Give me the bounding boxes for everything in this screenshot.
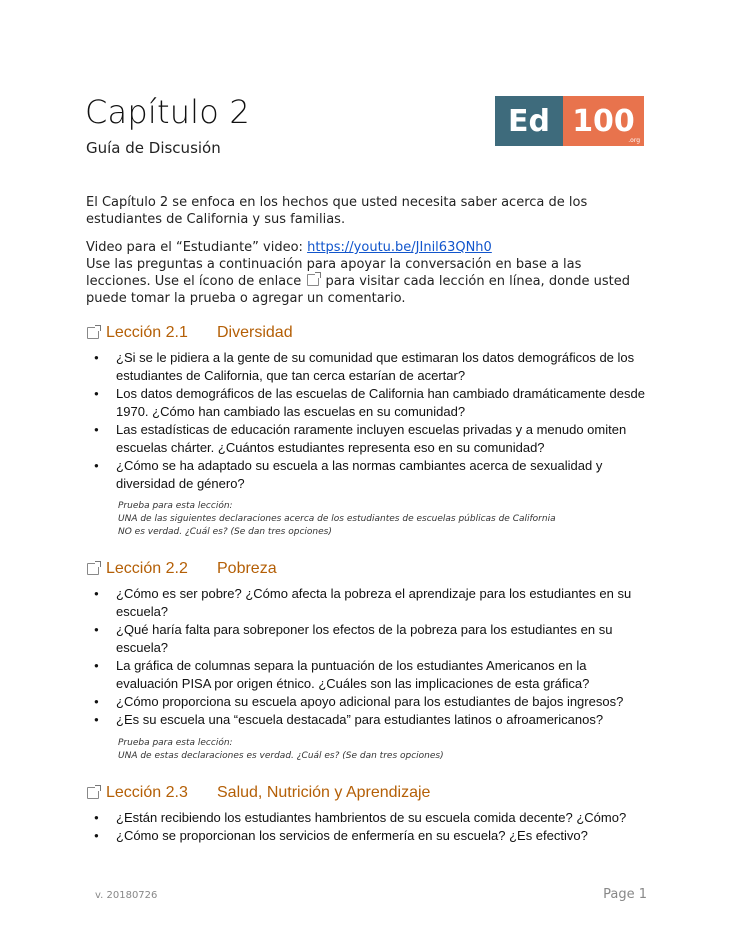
list-item: ● ¿Cómo es ser pobre? ¿Cómo afecta la pobreza el aprendizaje para los estudiantes en su escuela? xyxy=(92,585,652,621)
logo-suffix: .org xyxy=(628,137,640,144)
quiz-text: NO es verdad. ¿Cuál es? (Se dan tres opciones) xyxy=(118,527,332,537)
lesson-title: Salud, Nutrición y Aprendizaje xyxy=(217,784,431,801)
logo-left: Ed xyxy=(495,96,563,146)
quiz-label: Prueba para esta lección: xyxy=(118,738,233,748)
lesson-title: Pobreza xyxy=(217,560,277,577)
list-item: ● ¿Si se le pidiera a la gente de su comunidad que estimaran los datos demográficos de los estudiantes de California, que tan cerca estarían de acertar? xyxy=(92,349,652,385)
list-item: ● ¿Cómo se proporcionan los servicios de enfermería en su escuela? ¿Es efectivo? xyxy=(92,827,652,845)
list-item: ● ¿Qué haría falta para sobreponer los efectos de la pobreza para los estudiantes en su escuela? xyxy=(92,621,652,657)
intro-paragraph: El Capítulo 2 se enfoca en los hechos que usted necesita saber acerca de los estudiantes de California y sus familias. xyxy=(86,195,588,227)
lesson-number: Lección 2.1 xyxy=(106,324,188,341)
lesson-heading-2-2 xyxy=(86,560,277,578)
lesson-2-3-questions xyxy=(92,809,652,845)
quiz-note-2-2 xyxy=(118,737,444,763)
lesson-title: Diversidad xyxy=(217,324,293,341)
list-item: ● ¿Están recibiendo los estudiantes hambrientos de su escuela comida decente? ¿Cómo? xyxy=(92,809,652,827)
instructions-text-b: para visitar cada lección en línea, donde usted puede tomar la prueba o agregar un comentario. xyxy=(86,274,631,306)
page-number: Page 1 xyxy=(603,887,647,902)
logo-number: 100 xyxy=(572,103,635,139)
page-subtitle: Guía de Discusión xyxy=(86,139,221,157)
lesson-2-2-questions xyxy=(92,585,652,729)
list-item: ● Las estadísticas de educación raramente incluyen escuelas privadas y a menudo omiten escuelas chárter. ¿Cuántos estudiantes representa eso en su comunidad? xyxy=(92,421,652,457)
lesson-heading-2-3 xyxy=(86,784,430,802)
ed100-logo xyxy=(495,96,644,146)
instructions-block xyxy=(86,239,646,307)
lesson-2-1-questions xyxy=(92,349,652,493)
list-item: ● ¿Cómo proporciona su escuela apoyo adicional para los estudiantes de bajos ingresos? xyxy=(92,693,652,711)
version-label: v. 20180726 xyxy=(95,890,158,901)
video-label: Video para el “Estudiante” video: xyxy=(86,240,308,255)
quiz-text: UNA de las siguientes declaraciones acerca de los estudiantes de escuelas públicas de California xyxy=(118,514,556,524)
page-title: Capítulo 2 xyxy=(85,93,250,131)
list-item: ● La gráfica de columnas separa la puntuación de los estudiantes Americanos en la evaluación PISA por origen étnico. ¿Cuáles son las implicaciones de esta gráfica? xyxy=(92,657,652,693)
instructions-text-a: Use las preguntas a continuación para apoyar la conversación en base a las lecciones. Use el ícono de enlace xyxy=(86,257,582,289)
logo-right xyxy=(563,96,644,146)
quiz-text: UNA de estas declaraciones es verdad. ¿Cuál es? (Se dan tres opciones) xyxy=(118,751,444,761)
external-link-icon[interactable] xyxy=(87,787,99,799)
quiz-note-2-1 xyxy=(118,500,556,539)
external-link-icon[interactable] xyxy=(87,327,99,339)
quiz-label: Prueba para esta lección: xyxy=(118,501,233,511)
video-link[interactable]: https://youtu.be/JInil63QNh0 xyxy=(307,240,492,255)
list-item: ● Los datos demográficos de las escuelas de California han cambiado dramáticamente desde 1970. ¿Cómo han cambiado las escuelas en su comunidad? xyxy=(92,385,652,421)
list-item: ● ¿Es su escuela una “escuela destacada” para estudiantes latinos o afroamericanos? xyxy=(92,711,652,729)
lesson-heading-2-1 xyxy=(86,324,293,342)
lesson-number: Lección 2.3 xyxy=(106,784,188,801)
lesson-number: Lección 2.2 xyxy=(106,560,188,577)
external-link-icon xyxy=(307,274,319,286)
list-item: ● ¿Cómo se ha adaptado su escuela a las normas cambiantes acerca de sexualidad y diversidad de género? xyxy=(92,457,652,493)
external-link-icon[interactable] xyxy=(87,563,99,575)
